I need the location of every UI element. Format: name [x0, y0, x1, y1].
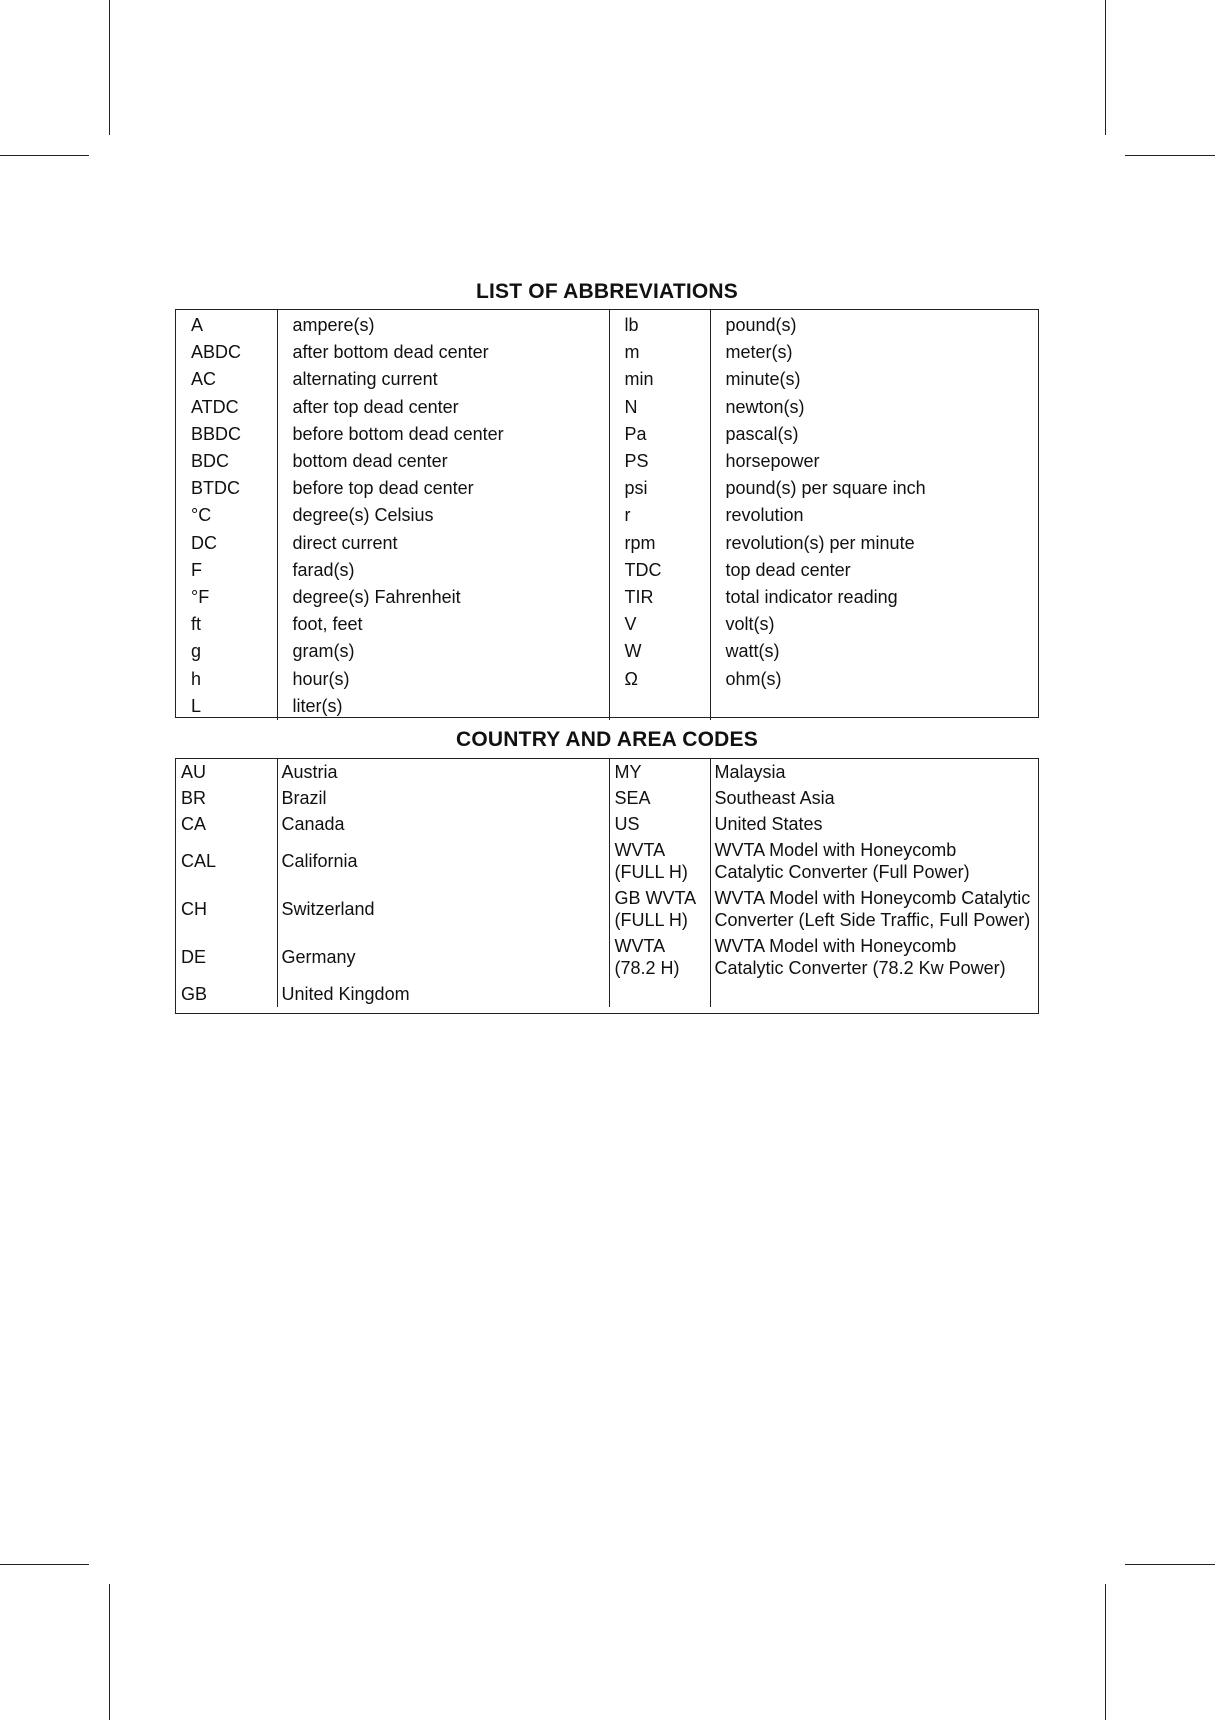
abbreviation-cell: ft — [191, 614, 202, 635]
area-name-cell: WVTA Model with Honeycomb Catalytic Converter (78.2 Kw Power) — [710, 933, 1040, 981]
code-cell: SEA — [609, 785, 710, 811]
meaning-cell: before bottom dead center — [277, 421, 609, 448]
meaning-cell: revolution(s) per minute — [710, 530, 1040, 557]
meaning-cell: ampere(s) — [277, 310, 609, 339]
code-cell: WVTA (78.2 H) — [609, 933, 710, 981]
country-codes-table — [175, 758, 1039, 1014]
abbreviation-cell: TDC — [609, 557, 710, 584]
area-name-cell: Austria — [277, 759, 609, 785]
meaning-cell: total indicator reading — [710, 584, 1040, 611]
country-codes-title: COUNTRY AND AREA CODES — [456, 728, 758, 751]
abbreviation-cell: lb — [609, 310, 710, 339]
abbreviation-row — [176, 339, 1040, 366]
code-row — [176, 811, 1040, 837]
abbreviation-cell: V — [609, 611, 710, 638]
abbreviation-cell: Ω — [609, 665, 710, 692]
meaning-cell: direct current — [277, 530, 609, 557]
abbreviation-cell: TIR — [609, 584, 710, 611]
code-cell: CAL — [181, 851, 217, 871]
meaning-cell: minute(s) — [710, 366, 1040, 393]
crop-mark — [109, 1584, 110, 1720]
abbreviation-row — [176, 530, 1040, 557]
abbreviation-cell: BDC — [191, 451, 230, 472]
meaning-cell: liter(s) — [277, 693, 609, 720]
abbreviation-row — [176, 310, 1040, 339]
abbreviation-cell: ABDC — [191, 342, 242, 363]
abbreviation-row — [176, 475, 1040, 502]
abbreviation-cell: F — [191, 559, 202, 580]
meaning-cell: newton(s) — [710, 394, 1040, 421]
area-name-cell: Canada — [277, 811, 609, 837]
code-cell: DE — [181, 947, 207, 967]
code-cell: CA — [181, 814, 207, 834]
code-row — [176, 837, 1040, 885]
meaning-cell: farad(s) — [277, 557, 609, 584]
abbreviation-cell: AC — [191, 369, 217, 390]
meaning-cell: before top dead center — [277, 475, 609, 502]
meaning-cell: after top dead center — [277, 394, 609, 421]
abbreviation-cell: psi — [609, 475, 710, 502]
meaning-cell: degree(s) Fahrenheit — [277, 584, 609, 611]
meaning-cell: revolution — [710, 502, 1040, 529]
code-row — [176, 933, 1040, 981]
abbreviation-row — [176, 638, 1040, 665]
code-row — [176, 785, 1040, 811]
area-name-cell: Switzerland — [277, 885, 609, 933]
code-cell: MY — [609, 759, 710, 785]
meaning-cell: pascal(s) — [710, 421, 1040, 448]
abbreviation-cell: A — [191, 315, 204, 336]
area-name-cell: United States — [710, 811, 1040, 837]
code-cell: CH — [181, 899, 207, 919]
abbreviation-cell: rpm — [609, 530, 710, 557]
meaning-cell: meter(s) — [710, 339, 1040, 366]
abbreviation-cell: m — [609, 339, 710, 366]
abbreviation-cell: h — [191, 668, 202, 689]
crop-mark — [1105, 0, 1106, 135]
meaning-cell: gram(s) — [277, 638, 609, 665]
code-cell: BR — [181, 788, 207, 808]
abbreviation-cell — [609, 693, 710, 720]
meaning-cell: pound(s) per square inch — [710, 475, 1040, 502]
abbreviation-cell: r — [609, 502, 710, 529]
abbreviation-row — [176, 584, 1040, 611]
area-name-cell: Brazil — [277, 785, 609, 811]
crop-mark — [0, 155, 89, 156]
area-name-cell: Southeast Asia — [710, 785, 1040, 811]
abbreviation-row — [176, 366, 1040, 393]
area-name-cell: Malaysia — [710, 759, 1040, 785]
abbreviations-table — [175, 309, 1039, 718]
meaning-cell: hour(s) — [277, 665, 609, 692]
abbreviation-cell: PS — [609, 448, 710, 475]
code-cell: US — [609, 811, 710, 837]
meaning-cell: ohm(s) — [710, 665, 1040, 692]
code-row — [176, 759, 1040, 785]
meaning-cell: alternating current — [277, 366, 609, 393]
code-cell: AU — [181, 762, 207, 782]
abbreviations-title: LIST OF ABBREVIATIONS — [475, 280, 739, 303]
abbreviation-row — [176, 421, 1040, 448]
abbreviation-cell: DC — [191, 532, 217, 553]
meaning-cell: watt(s) — [710, 638, 1040, 665]
abbreviation-cell: W — [609, 638, 710, 665]
crop-mark — [109, 0, 110, 135]
crop-mark — [1125, 1564, 1215, 1565]
area-name-cell: WVTA Model with Honeycomb Catalytic Converter (Left Side Traffic, Full Power) — [710, 885, 1040, 933]
code-row — [176, 981, 1040, 1007]
meaning-cell: pound(s) — [710, 310, 1040, 339]
abbreviation-row — [176, 665, 1040, 692]
area-name-cell: California — [277, 837, 609, 885]
meaning-cell: bottom dead center — [277, 448, 609, 475]
area-name-cell: Germany — [277, 933, 609, 981]
meaning-cell: horsepower — [710, 448, 1040, 475]
abbreviation-cell: Pa — [609, 421, 710, 448]
meaning-cell: after bottom dead center — [277, 339, 609, 366]
abbreviation-row — [176, 502, 1040, 529]
code-row — [176, 885, 1040, 933]
area-name-cell: WVTA Model with Honeycomb Catalytic Converter (Full Power) — [710, 837, 1040, 885]
code-cell: GB — [181, 984, 208, 1004]
abbreviation-cell: min — [609, 366, 710, 393]
abbreviation-row — [176, 611, 1040, 638]
abbreviation-cell: °C — [191, 505, 212, 526]
meaning-cell: volt(s) — [710, 611, 1040, 638]
crop-mark — [1105, 1584, 1106, 1720]
abbreviation-row — [176, 448, 1040, 475]
abbreviation-cell: ATDC — [191, 396, 239, 417]
abbreviation-cell: g — [191, 641, 202, 662]
code-cell: GB WVTA (FULL H) — [609, 885, 710, 933]
crop-mark — [0, 1564, 89, 1565]
meaning-cell: degree(s) Celsius — [277, 502, 609, 529]
abbreviation-row — [176, 557, 1040, 584]
crop-mark — [1125, 155, 1215, 156]
area-name-cell: United Kingdom — [277, 981, 609, 1007]
area-name-cell — [710, 981, 1040, 1007]
abbreviation-cell: °F — [191, 586, 210, 607]
abbreviation-row — [176, 394, 1040, 421]
abbreviation-cell: L — [191, 695, 202, 716]
abbreviation-cell: BTDC — [191, 478, 240, 499]
meaning-cell: foot, feet — [277, 611, 609, 638]
code-cell — [609, 981, 710, 1007]
meaning-cell — [710, 693, 1040, 720]
abbreviation-cell: BBDC — [191, 423, 242, 444]
abbreviation-row — [176, 693, 1040, 720]
abbreviation-cell: N — [609, 394, 710, 421]
meaning-cell: top dead center — [710, 557, 1040, 584]
code-cell: WVTA (FULL H) — [609, 837, 710, 885]
